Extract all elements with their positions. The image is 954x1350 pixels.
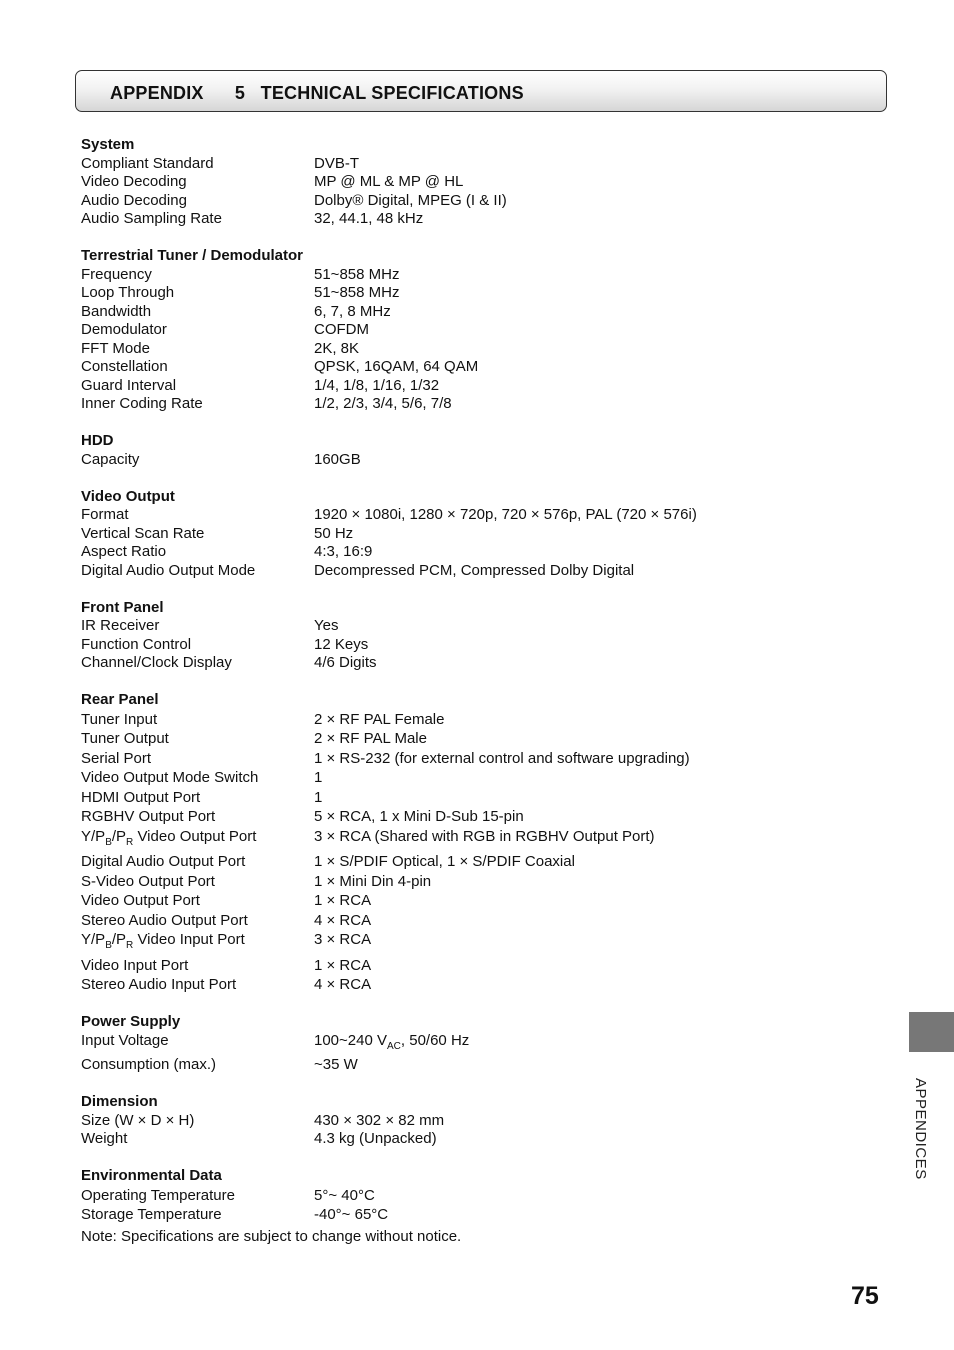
spec-label: Input Voltage	[81, 1031, 169, 1049]
spec-value: Yes	[314, 617, 339, 634]
page-number: 75	[851, 1282, 879, 1310]
spec-value: 4 × RCA	[314, 976, 372, 993]
spec-label: Consumption (max.)	[81, 1056, 217, 1073]
section-heading: System	[81, 136, 135, 153]
spec-section-system	[81, 136, 841, 229]
spec-row	[81, 852, 841, 872]
spec-row	[81, 358, 841, 377]
spec-label: Operating Temperature	[81, 1186, 235, 1204]
spec-label: Audio Sampling Rate	[81, 210, 222, 227]
spec-row	[81, 506, 841, 525]
spec-label: Video Output Port	[81, 892, 200, 909]
section-heading: Power Supply	[81, 1013, 181, 1030]
spec-value: DVB-T	[314, 154, 359, 172]
spec-row	[81, 872, 841, 892]
spec-section-terrestrial-tuner-demodulator	[81, 247, 841, 414]
side-tab-marker	[909, 1012, 954, 1052]
spec-row	[81, 1205, 841, 1225]
spec-row	[81, 788, 841, 808]
spec-value: 1	[314, 769, 323, 786]
spec-value: ~35 W	[314, 1056, 358, 1073]
spec-value: 1/4, 1/8, 1/16, 1/32	[314, 376, 440, 394]
spec-row	[81, 891, 841, 911]
spec-label: Stereo Audio Output Port	[81, 911, 248, 929]
spec-row	[81, 284, 841, 303]
spec-label: Digital Audio Output Mode	[81, 561, 256, 579]
spec-value: 2K, 8K	[314, 339, 360, 357]
spec-row	[81, 451, 841, 470]
spec-row	[81, 192, 841, 211]
spec-row	[81, 543, 841, 562]
spec-label: RGBHV Output Port	[81, 808, 216, 825]
section-heading: HDD	[81, 432, 114, 449]
spec-label: Capacity	[81, 450, 140, 468]
section-heading: Terrestrial Tuner / Demodulator	[81, 247, 303, 264]
spec-label: Tuner Output	[81, 730, 169, 747]
spec-label: Guard Interval	[81, 376, 177, 394]
spec-label: Constellation	[81, 358, 168, 375]
spec-row	[81, 321, 841, 340]
spec-row	[81, 654, 841, 673]
spec-label: Video Output Mode Switch	[81, 769, 259, 786]
spec-row	[81, 525, 841, 544]
spec-row	[81, 1032, 841, 1057]
spec-label: Aspect Ratio	[81, 543, 167, 560]
spec-row	[81, 210, 841, 229]
spec-row	[81, 1186, 841, 1206]
spec-value: 50 Hz	[314, 524, 354, 542]
spec-label: Function Control	[81, 635, 192, 653]
spec-row	[81, 1056, 841, 1075]
spec-label: Compliant Standard	[81, 154, 214, 172]
spec-value: 1920 × 1080i, 1280 × 720p, 720 × 576p, PAL (720 × 576i)	[314, 506, 697, 523]
spec-label: Demodulator	[81, 321, 167, 338]
section-heading: Rear Panel	[81, 691, 159, 708]
spec-label: Format	[81, 506, 129, 523]
spec-label: Digital Audio Output Port	[81, 853, 246, 870]
spec-label: Loop Through	[81, 284, 175, 301]
spec-value: 51~858 MHz	[314, 284, 400, 301]
spec-row	[81, 729, 841, 749]
spec-value: 1 × RCA	[314, 956, 372, 974]
spec-label: FFT Mode	[81, 339, 150, 357]
spec-label: Inner Coding Rate	[81, 395, 203, 412]
spec-row	[81, 395, 841, 414]
spec-value: 430 × 302 × 82 mm	[314, 1111, 445, 1129]
spec-row	[81, 377, 841, 396]
spec-label: Serial Port	[81, 749, 152, 767]
side-tab-label: APPENDICES	[912, 1078, 929, 1180]
spec-value: 1 × S/PDIF Optical, 1 × S/PDIF Coaxial	[314, 853, 575, 870]
spec-value: 3 × RCA (Shared with RGB in RGBHV Output Port)	[314, 827, 655, 845]
spec-label: Stereo Audio Input Port	[81, 976, 237, 993]
spec-label: Size (W × D × H)	[81, 1111, 195, 1129]
section-heading: Front Panel	[81, 598, 164, 616]
spec-label: $Y/P_B/P_R$ Video Input Port	[81, 931, 245, 951]
spec-label: Audio Decoding	[81, 191, 187, 209]
spec-row	[81, 562, 841, 581]
spec-row	[81, 266, 841, 285]
spec-value: Decompressed PCM, Compressed Dolby Digital	[314, 561, 635, 579]
spec-label: Bandwidth	[81, 302, 152, 320]
footnote: Note: Specifications are subject to change without notice.	[81, 1228, 462, 1245]
spec-value: 2 × RF PAL Male	[314, 730, 427, 747]
spec-row	[81, 710, 841, 730]
section-heading: Environmental Data	[81, 1167, 222, 1184]
spec-label: IR Receiver	[81, 617, 160, 634]
spec-label: Weight	[81, 1130, 128, 1147]
spec-row	[81, 173, 841, 192]
spec-section-power-supply	[81, 1013, 841, 1075]
spec-value: 160GB	[314, 450, 361, 468]
spec-value: 6, 7, 8 MHz	[314, 302, 391, 320]
spec-label: Tuner Input	[81, 710, 158, 728]
spec-section-front-panel	[81, 599, 841, 673]
spec-label: Vertical Scan Rate	[81, 524, 205, 542]
spec-value: 2 × RF PAL Female	[314, 710, 445, 728]
spec-row	[81, 1130, 841, 1149]
spec-row	[81, 636, 841, 655]
spec-value: COFDM	[314, 321, 369, 338]
spec-value: 100~240 $V_{AC}$, 50/60 Hz	[314, 1031, 470, 1052]
spec-value: 3 × RCA	[314, 931, 372, 948]
spec-section-dimension	[81, 1093, 841, 1149]
spec-value: 1 × RCA	[314, 892, 372, 909]
spec-section-video-output	[81, 488, 841, 581]
spec-value: Dolby® Digital, MPEG (I & II)	[314, 191, 507, 209]
spec-row	[81, 807, 841, 827]
spec-label: HDMI Output Port	[81, 788, 201, 806]
spec-value: 32, 44.1, 48 kHz	[314, 210, 424, 227]
spec-row	[81, 827, 841, 853]
spec-value: 1/2, 2/3, 3/4, 5/6, 7/8	[314, 395, 452, 412]
spec-label: Frequency	[81, 265, 152, 283]
spec-value: 1 × Mini Din 4-pin	[314, 872, 432, 890]
spec-section-environmental-data	[81, 1167, 841, 1225]
spec-label: Video Decoding	[81, 173, 187, 190]
spec-label: Storage Temperature	[81, 1206, 222, 1223]
page-title: APPENDIX 5 TECHNICAL SPECIFICATIONS	[110, 83, 524, 103]
section-header	[75, 70, 887, 112]
spec-row	[81, 749, 841, 769]
spec-row	[81, 975, 841, 995]
spec-section-rear-panel	[81, 691, 841, 995]
spec-value: 4 × RCA	[314, 911, 372, 929]
spec-row	[81, 340, 841, 359]
spec-row	[81, 617, 841, 636]
spec-label: $Y/P_B/P_R$ Video Output Port	[81, 827, 257, 848]
spec-label: Channel/Clock Display	[81, 654, 232, 671]
spec-row	[81, 911, 841, 931]
spec-label: Video Input Port	[81, 956, 189, 974]
section-heading: Dimension	[81, 1093, 158, 1110]
spec-row	[81, 956, 841, 976]
spec-value: 5°~ 40°C	[314, 1186, 375, 1204]
spec-value: -40°~ 65°C	[314, 1206, 389, 1223]
spec-row	[81, 930, 841, 956]
spec-value: 1 × RS-232 (for external control and software upgrading)	[314, 749, 690, 767]
spec-row	[81, 1112, 841, 1131]
spec-value: 4/6 Digits	[314, 654, 377, 671]
spec-value: 1	[314, 788, 323, 806]
spec-value: 12 Keys	[314, 635, 369, 653]
specifications-list	[81, 136, 841, 1243]
spec-row	[81, 768, 841, 788]
spec-section-hdd	[81, 432, 841, 469]
spec-row	[81, 155, 841, 174]
spec-value: 4.3 kg (Unpacked)	[314, 1130, 437, 1147]
spec-value: 51~858 MHz	[314, 265, 400, 283]
spec-value: MP @ ML & MP @ HL	[314, 173, 464, 190]
spec-value: 4:3, 16:9	[314, 543, 373, 560]
spec-value: 5 × RCA, 1 x Mini D-Sub 15-pin	[314, 808, 524, 825]
spec-row	[81, 303, 841, 322]
section-heading: Video Output	[81, 487, 175, 505]
spec-label: S-Video Output Port	[81, 872, 215, 890]
spec-value: QPSK, 16QAM, 64 QAM	[314, 358, 479, 375]
